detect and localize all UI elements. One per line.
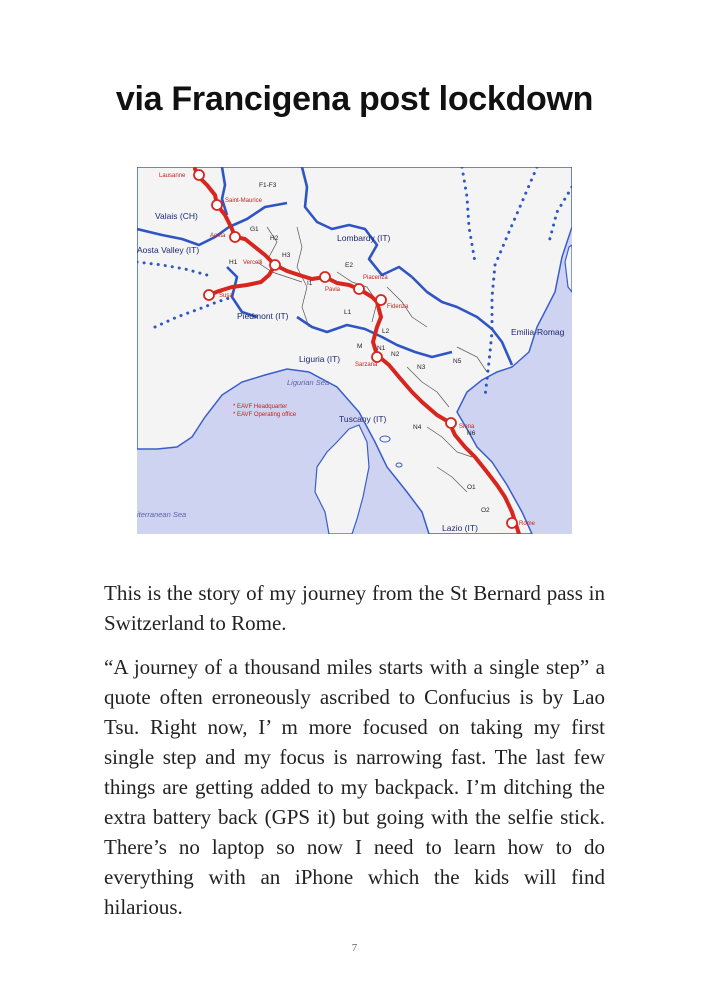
island-small-2 <box>396 463 402 467</box>
paragraph-1: This is the story of my journey from the St Bernard pass in Switzerland to Rome. <box>104 581 605 635</box>
paragraph-2: “A journey of a thousand miles starts with a single step” a quote often erroneously ascribed to Confucius is by Lao Tsu. Right now, I’ m more focused on taking my first single step and my focus is narrowing fast. The last few things are getting added to my backpack. I’m ditching the extra battery back (GPS it) but going with the selfie stick. There’s no laptop so now I need to learn how to do everything with an iPhone which the kids will find hilarious. <box>104 655 605 919</box>
stage-code-e2: E2 <box>345 262 353 269</box>
page-title: via Francigena post lockdown <box>115 80 594 118</box>
stage-code-g1: G1 <box>250 226 259 233</box>
stage-code-m: M <box>357 343 363 350</box>
region-label-emilia-romagna: Emilia-Romag <box>511 327 565 337</box>
town-marker-vercelli <box>270 260 280 270</box>
town-marker-susa <box>204 290 214 300</box>
town-marker-lausanne <box>194 170 204 180</box>
stage-code-o2: O2 <box>481 507 490 514</box>
town-label-vercelli: Vercelli <box>243 260 263 266</box>
town-label-siena: Siena <box>459 424 475 430</box>
region-label-tuscany: Tuscany (IT) <box>339 414 387 424</box>
stage-code-l1: L1 <box>344 309 352 316</box>
town-label-saint-maurice: Saint-Maurice <box>225 198 263 204</box>
town-marker-saint-maurice <box>212 200 222 210</box>
legend-headquarter: * EAVF Headquarter <box>233 404 288 410</box>
town-marker-rome <box>507 518 517 528</box>
town-label-pavia: Pavia <box>325 287 341 293</box>
stage-code-h3: H3 <box>282 252 291 259</box>
town-marker-aosta <box>230 232 240 242</box>
town-label-aosta: Aosta <box>210 233 226 239</box>
region-label-aosta-valley: Aosta Valley (IT) <box>137 245 200 255</box>
stage-code-h2: H2 <box>270 235 279 242</box>
stage-code-h1: H1 <box>229 259 238 266</box>
region-label-lombardy: Lombardy (IT) <box>337 233 391 243</box>
stage-code-n3: N3 <box>417 364 426 371</box>
town-label-piacenza: Piacenza <box>363 275 388 281</box>
region-label-valais: Valais (CH) <box>155 211 198 221</box>
town-marker-sarzana <box>372 352 382 362</box>
sea-label-ligurian: Ligurian Sea <box>287 378 330 387</box>
region-label-liguria: Liguria (IT) <box>299 354 341 364</box>
stage-code-l2: L2 <box>382 328 390 335</box>
town-label-sarzana: Sarzana <box>355 362 378 368</box>
stage-code-f1f3: F1-F3 <box>259 182 277 189</box>
stage-code-n6: N6 <box>467 430 476 437</box>
sea-label-mediterranean: iterranean Sea <box>137 510 187 519</box>
town-label-fidenza: Fidenza <box>387 304 409 310</box>
stage-code-n1: N1 <box>377 345 386 352</box>
town-marker-siena <box>446 418 456 428</box>
stage-code-n5: N5 <box>453 358 462 365</box>
legend-operating-office: * EAVF Operating office <box>233 412 297 418</box>
town-marker-fidenza <box>376 295 386 305</box>
island-small-1 <box>380 436 390 442</box>
town-label-susa: Susa <box>219 293 233 299</box>
page-number: 7 <box>351 942 358 954</box>
town-marker-pavia <box>320 272 330 282</box>
town-label-rome: Rome <box>519 521 536 527</box>
stage-code-o1: O1 <box>467 484 476 491</box>
town-label-lausanne: Lausanne <box>159 173 186 179</box>
stage-code-i1: I1 <box>307 280 313 287</box>
body-text <box>104 578 605 936</box>
region-label-lazio: Lazio (IT) <box>442 523 478 533</box>
stage-code-n4: N4 <box>413 424 422 431</box>
stage-code-n2: N2 <box>391 351 400 358</box>
town-marker-piacenza <box>354 284 364 294</box>
region-label-piedmont: Piedmont (IT) <box>237 311 289 321</box>
route-map <box>137 167 572 534</box>
